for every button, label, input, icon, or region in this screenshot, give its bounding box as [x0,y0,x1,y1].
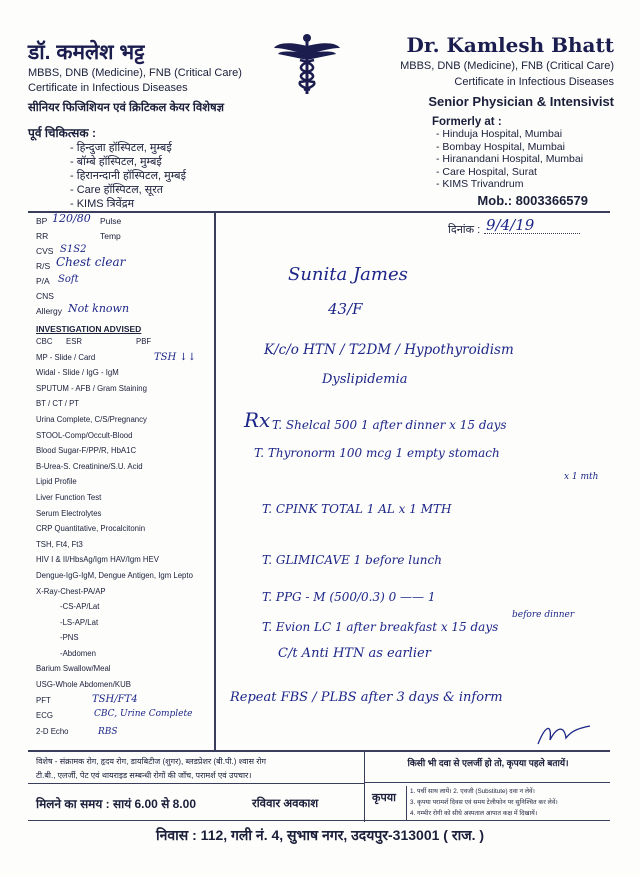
pa-value-handwritten: Soft [58,274,79,285]
allergy-value-handwritten: Not known [68,302,130,315]
hospital-hi-item: - हिरानन्दानी हॉस्पिटल, मुम्बई [70,170,186,182]
cns-label: CNS [36,291,54,301]
medicine-2: T. Thyronorm 100 mcg 1 empty stomach [254,446,500,460]
doctor-name-english: Dr. Kamlesh Bhatt [406,33,614,57]
investigation-item: TSH, Ft4, Ft3 [36,539,83,549]
degree-english: MBBS, DNB (Medicine), FNB (Critical Care) [400,60,614,72]
rx-symbol: Rx [244,408,271,432]
medicine-6: T. Evion LC 1 after breakfast x 15 days [262,620,499,634]
medicine-4: T. GLIMICAVE 1 before lunch [262,553,442,567]
investigation-item: PBF [136,337,152,346]
investigation-row-cbc [36,334,212,350]
footer-hdivider [364,782,610,783]
caduceus-logo-icon [272,32,342,96]
degree-hindi-side: MBBS, DNB (Medicine), FNB (Critical Care) [28,67,242,79]
hospital-en-item: - Hiranandani Hospital, Mumbai [436,153,584,165]
certificate-hindi-side: Certificate in Infectious Diseases [28,82,188,94]
bp-label: BP [36,216,48,226]
medicine-2-duration: x 1 mth [564,472,599,482]
mobile-number: Mob.: 8003366579 [477,193,588,208]
rs-value-handwritten: Chest clear [56,255,126,269]
hospital-hi-item: - बॉम्बे हॉस्पिटल, मुम्बई [70,156,162,168]
investigation-item: HIV I & II/HbsAg/Igm HAV/Igm HEV [36,555,159,565]
formerly-hindi: पूर्व चिकित्सक : [28,126,96,140]
investigation-item: ESR [66,337,83,346]
history-dyslipidemia-handwritten: Dyslipidemia [322,372,408,387]
rs-label: R/S [36,261,51,271]
patient-name-handwritten: Sunita James [288,264,408,285]
medicine-6-note: before dinner [512,610,575,620]
vital-allergy [36,304,212,319]
hospital-en-item: - KIMS Trivandrum [436,178,524,190]
investigation-item [36,350,212,366]
hospital-hi-item: - KIMS त्रिवेंद्रम [70,198,135,210]
allergy-label: Allergy [36,306,62,316]
investigation-heading: INVESTIGATION ADVISED [36,324,142,334]
title-english: Senior Physician & Intensivist [428,94,614,109]
instruction-item: 4. गम्भीर रोगी को सीधे अस्पताल आपात कक्ष में दिखायें। [410,810,538,817]
investigation-item: X-Ray-Chest-PA/AP [36,586,106,596]
kripya-label: कृपया [372,792,396,804]
rbs-handwritten: RBS [98,726,118,737]
visiting-hours: मिलने का समय : सायं 6.00 से 8.00 [36,797,196,811]
address-divider [28,820,610,821]
investigation-item: -PNS [60,633,79,643]
investigation-item: Barium Swallow/Meal [36,664,111,674]
hospital-list-english [436,128,583,191]
column-divider [214,211,216,751]
investigation-item: Serum Electrolytes [36,508,102,518]
investigation-item [36,693,212,709]
investigation-item: -Abdomen [60,648,96,658]
cbc-handwritten: CBC, Urine Complete [94,709,193,720]
title-hindi: सीनियर फिजिशियन एवं क्रिटिकल केयर विशेषज्ञ [28,102,225,114]
instruction-divider [406,786,407,820]
investigation-item-text: MP - Slide / Card [36,352,96,362]
investigation-item-text: ECG [36,711,53,721]
footer-hdivider-left [28,783,364,784]
cvs-label: CVS [36,246,54,256]
investigation-item: Dengue-IgG-IgM, Dengue Antigen, Igm Lepto [36,570,193,580]
date-underline [484,233,580,234]
investigation-item: SPUTUM - AFB / Gram Staining [36,383,147,393]
investigation-item-text: PFT [36,695,51,705]
investigation-item: Lipid Profile [36,477,77,487]
investigation-item: -CS-AP/Lat [60,602,100,612]
investigation-item: Widal - Slide / IgG - IgM [36,368,119,378]
investigation-item: Urina Complete, C/S/Pregnancy [36,414,147,424]
footer-vdivider [364,752,365,782]
investigation-item: Liver Function Test [36,492,102,502]
cvs-value-handwritten: S1S2 [60,244,87,255]
hospital-en-item: - Bombay Hospital, Mumbai [436,140,565,153]
medicine-1: T. Shelcal 500 1 after dinner x 15 days [272,418,507,432]
doctor-name-hindi: डॉ. कमलेश भट्ट [28,41,145,64]
allergy-notice: किसी भी दवा से एलर्जी हो तो, कृपया पहले बतायें। [407,758,569,768]
investigation-item: CBC [36,337,53,346]
pa-label: P/A [36,276,50,286]
investigation-item: STOOL-Comp/Occult-Blood [36,430,133,440]
investigation-item: B-Urea-S. Creatinine/S.U. Acid [36,461,143,471]
instruction-list [410,786,558,819]
hospital-en-item: - Hinduja Hospital, Mumbai [436,128,563,140]
date-label: दिनांक : [448,224,481,236]
vital-pa [36,274,212,289]
temp-label: Temp [100,231,121,241]
investigation-item [36,708,212,724]
hospital-hi-item: - Care हॉस्पिटल, सूरत [70,184,164,196]
hospital-list-hindi [70,141,186,211]
bp-value-handwritten: 120/80 [52,212,91,225]
footer-vdivider-lower [364,782,365,822]
speciality-line-2: टी.बी., एलर्जी, पेट एवं थायराइड सम्बन्धी रोगों की जाँच, परामर्श एवं उपचार। [36,771,252,780]
investigation-item-text: 2-D Echo [36,726,69,736]
speciality-line-1: विशेष - संक्रामक रोग, हृदय रोग, डायबिटीज (शुगर), ब्लडप्रेशर (बी.पी.) श्वास रोग [36,757,267,766]
tsh-ft4-handwritten: TSH/FT4 [92,693,138,705]
rr-label: RR [36,231,49,241]
investigation-item: -LS-AP/Lat [60,617,99,627]
investigation-item: BT / CT / PT [36,399,80,409]
vital-bp [36,214,212,229]
hospital-hi-item: - हिन्दुजा हॉस्पिटल, मुम्बई [70,142,172,154]
date-value-handwritten: 9/4/19 [486,216,535,234]
vitals-investigation-column [36,214,212,739]
advice-handwritten: Repeat FBS / PLBS after 3 days & inform [230,690,503,705]
certificate-english: Certificate in Infectious Diseases [454,76,614,88]
patient-age-sex-handwritten: 43/F [328,300,363,318]
medicine-5: T. PPG - M (500/0.3) 0 —— 1 [262,590,436,604]
signature-scribble [534,720,594,750]
instruction-item: 1. पर्ची साथ लायें। 2. एवजी (Substitute) दवा न लेवें। [410,788,535,795]
medicine-3: T. CPINK TOTAL 1 AL x 1 MTH [262,502,452,516]
speciality-box [36,750,364,783]
investigation-item: Blood Sugar-F/PP/R, HbA1C [36,446,137,456]
investigation-item: USG-Whole Abdomen/KUB [36,680,131,690]
investigation-list [36,334,212,739]
hospital-en-item: - Care Hospital, Surat [436,165,537,178]
tsh-handwritten: TSH ↓↓ [154,351,197,363]
investigation-item [36,724,212,740]
residence-address: निवास : 112, गली नं. 4, सुभाष नगर, उदयपुर-313001 ( राज. ) [155,827,485,843]
header-divider [28,211,610,213]
pulse-label: Pulse [100,216,122,226]
medicine-7: C/t Anti HTN as earlier [278,646,431,661]
history-handwritten: K/c/o HTN / T2DM / Hypothyroidism [264,342,514,358]
formerly-english: Formerly at : [432,116,502,128]
investigation-item: CRP Quantitative, Procalcitonin [36,524,146,534]
instruction-item: 3. कृपया परामर्श दिवस एवं समय टेलीफोन पर सुनिश्चित कर लेवें। [410,799,558,806]
sunday-holiday: रविवार अवकाश [252,798,319,810]
